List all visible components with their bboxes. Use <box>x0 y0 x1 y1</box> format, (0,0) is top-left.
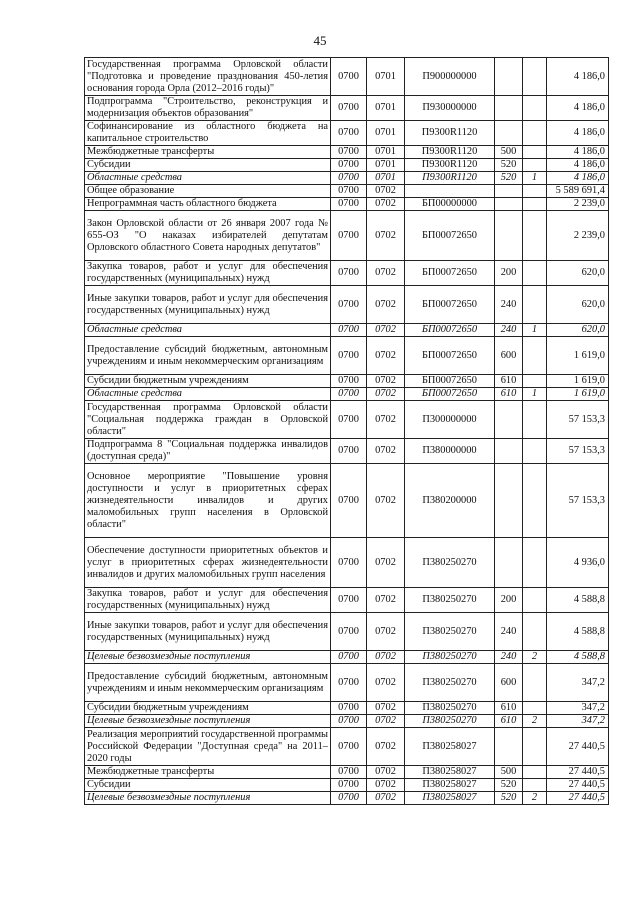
row-name-cell: Государственная программа Орловской области "Подготовка и проведение празднования 450-летия основания города Орла (2012–2016 годы)" <box>85 58 331 96</box>
row-target-article-cell: П300000000 <box>405 401 495 439</box>
row-section-cell: 0700 <box>331 715 367 728</box>
row-name-cell: Подпрограмма 8 "Социальная поддержка инвалидов (доступная среда)" <box>85 439 331 464</box>
row-expense-type-cell: 240 <box>495 651 523 664</box>
row-subsection-cell: 0702 <box>367 792 405 805</box>
table-row <box>85 538 609 588</box>
row-name-cell: Субсидии бюджетным учреждениям <box>85 702 331 715</box>
row-amount-cell: 5 589 691,4 <box>547 185 609 198</box>
row-source-cell <box>523 464 547 538</box>
row-subsection-cell: 0702 <box>367 261 405 286</box>
row-target-article-cell: П380250270 <box>405 588 495 613</box>
row-expense-type-cell <box>495 96 523 121</box>
row-target-article-cell: П380000000 <box>405 439 495 464</box>
row-section-cell: 0700 <box>331 388 367 401</box>
row-expense-type-cell <box>495 211 523 261</box>
row-name-cell: Целевые безвозмездные поступления <box>85 651 331 664</box>
row-section-cell: 0700 <box>331 159 367 172</box>
table-row <box>85 779 609 792</box>
row-name-cell: Областные средства <box>85 172 331 185</box>
row-expense-type-cell <box>495 121 523 146</box>
row-expense-type-cell: 610 <box>495 388 523 401</box>
table-row <box>85 159 609 172</box>
row-amount-cell: 620,0 <box>547 261 609 286</box>
row-amount-cell: 4 186,0 <box>547 96 609 121</box>
row-source-cell <box>523 766 547 779</box>
row-amount-cell: 4 186,0 <box>547 172 609 185</box>
row-name-cell: Предоставление субсидий бюджетным, автономным учреждениям и иным некоммерческим организациям <box>85 664 331 702</box>
row-target-article-cell: П380250270 <box>405 702 495 715</box>
row-section-cell: 0700 <box>331 401 367 439</box>
row-expense-type-cell: 500 <box>495 146 523 159</box>
row-section-cell: 0700 <box>331 538 367 588</box>
row-source-cell <box>523 121 547 146</box>
row-name-cell: Межбюджетные трансферты <box>85 766 331 779</box>
table-row <box>85 464 609 538</box>
row-source-cell <box>523 401 547 439</box>
row-subsection-cell: 0702 <box>367 613 405 651</box>
row-section-cell: 0700 <box>331 337 367 375</box>
row-subsection-cell: 0702 <box>367 728 405 766</box>
row-target-article-cell: П380250270 <box>405 651 495 664</box>
row-amount-cell: 1 619,0 <box>547 337 609 375</box>
row-source-cell <box>523 538 547 588</box>
row-section-cell: 0700 <box>331 286 367 324</box>
table-row <box>85 172 609 185</box>
row-section-cell: 0700 <box>331 792 367 805</box>
row-amount-cell: 27 440,5 <box>547 728 609 766</box>
row-amount-cell: 4 186,0 <box>547 159 609 172</box>
row-section-cell: 0700 <box>331 261 367 286</box>
budget-table <box>84 57 609 805</box>
row-target-article-cell: БП00072650 <box>405 261 495 286</box>
table-row <box>85 96 609 121</box>
row-section-cell: 0700 <box>331 211 367 261</box>
table-body <box>85 58 609 805</box>
table-row <box>85 286 609 324</box>
row-target-article-cell: П380258027 <box>405 728 495 766</box>
row-name-cell: Целевые безвозмездные поступления <box>85 715 331 728</box>
table-row <box>85 324 609 337</box>
row-expense-type-cell: 200 <box>495 261 523 286</box>
table-row <box>85 121 609 146</box>
row-section-cell: 0700 <box>331 58 367 96</box>
row-subsection-cell: 0702 <box>367 324 405 337</box>
row-source-cell <box>523 146 547 159</box>
row-source-cell: 2 <box>523 715 547 728</box>
table-row <box>85 651 609 664</box>
row-amount-cell: 4 588,8 <box>547 651 609 664</box>
row-subsection-cell: 0702 <box>367 337 405 375</box>
table-row <box>85 388 609 401</box>
row-subsection-cell: 0702 <box>367 211 405 261</box>
row-amount-cell: 1 619,0 <box>547 388 609 401</box>
table-row <box>85 337 609 375</box>
row-expense-type-cell: 610 <box>495 715 523 728</box>
row-target-article-cell: БП00072650 <box>405 388 495 401</box>
row-section-cell: 0700 <box>331 779 367 792</box>
row-expense-type-cell <box>495 58 523 96</box>
row-name-cell: Подпрограмма "Строительство, реконструкция и модернизация объектов образования" <box>85 96 331 121</box>
row-subsection-cell: 0702 <box>367 185 405 198</box>
row-subsection-cell: 0702 <box>367 702 405 715</box>
row-expense-type-cell: 500 <box>495 766 523 779</box>
row-target-article-cell: П900000000 <box>405 58 495 96</box>
row-expense-type-cell: 200 <box>495 588 523 613</box>
row-section-cell: 0700 <box>331 121 367 146</box>
row-amount-cell: 4 186,0 <box>547 58 609 96</box>
row-source-cell <box>523 96 547 121</box>
row-amount-cell: 1 619,0 <box>547 375 609 388</box>
table-row <box>85 792 609 805</box>
row-amount-cell: 4 186,0 <box>547 121 609 146</box>
row-section-cell: 0700 <box>331 375 367 388</box>
row-target-article-cell: БП00072650 <box>405 286 495 324</box>
row-source-cell <box>523 664 547 702</box>
row-subsection-cell: 0702 <box>367 664 405 702</box>
row-subsection-cell: 0701 <box>367 159 405 172</box>
row-expense-type-cell <box>495 198 523 211</box>
row-name-cell: Обеспечение доступности приоритетных объектов и услуг в приоритетных сферах жизнедеятельности инвалидов и других маломобильных групп населения <box>85 538 331 588</box>
table-row <box>85 439 609 464</box>
row-name-cell: Общее образование <box>85 185 331 198</box>
row-section-cell: 0700 <box>331 172 367 185</box>
row-amount-cell: 347,2 <box>547 664 609 702</box>
row-name-cell: Иные закупки товаров, работ и услуг для обеспечения государственных (муниципальных) нужд <box>85 613 331 651</box>
row-name-cell: Закупка товаров, работ и услуг для обеспечения государственных (муниципальных) нужд <box>85 261 331 286</box>
table-row <box>85 58 609 96</box>
row-target-article-cell: П380250270 <box>405 715 495 728</box>
row-name-cell: Предоставление субсидий бюджетным, автономным учреждениям и иным некоммерческим организациям <box>85 337 331 375</box>
row-name-cell: Софинансирование из областного бюджета на капитальное строительство <box>85 121 331 146</box>
row-subsection-cell: 0702 <box>367 538 405 588</box>
row-name-cell: Областные средства <box>85 324 331 337</box>
table-row <box>85 146 609 159</box>
row-expense-type-cell: 600 <box>495 664 523 702</box>
row-target-article-cell: П380200000 <box>405 464 495 538</box>
row-section-cell: 0700 <box>331 702 367 715</box>
row-source-cell <box>523 375 547 388</box>
table-row <box>85 664 609 702</box>
table-row <box>85 766 609 779</box>
row-target-article-cell: П9300R1120 <box>405 159 495 172</box>
row-subsection-cell: 0702 <box>367 588 405 613</box>
row-subsection-cell: 0701 <box>367 146 405 159</box>
row-source-cell <box>523 185 547 198</box>
table-row <box>85 715 609 728</box>
row-target-article-cell: П380250270 <box>405 613 495 651</box>
row-name-cell: Иные закупки товаров, работ и услуг для обеспечения государственных (муниципальных) нужд <box>85 286 331 324</box>
row-section-cell: 0700 <box>331 439 367 464</box>
row-subsection-cell: 0702 <box>367 651 405 664</box>
row-amount-cell: 620,0 <box>547 324 609 337</box>
row-target-article-cell: П930000000 <box>405 96 495 121</box>
row-section-cell: 0700 <box>331 651 367 664</box>
row-subsection-cell: 0702 <box>367 388 405 401</box>
row-target-article-cell: П380258027 <box>405 779 495 792</box>
row-target-article-cell: БП00072650 <box>405 211 495 261</box>
row-expense-type-cell: 520 <box>495 792 523 805</box>
page-number: 45 <box>313 33 327 48</box>
row-amount-cell: 4 588,8 <box>547 613 609 651</box>
row-expense-type-cell <box>495 538 523 588</box>
row-expense-type-cell <box>495 728 523 766</box>
row-name-cell: Основное мероприятие "Повышение уровня доступности и услуг в приоритетных сферах жизнедеятельности инвалидов и других маломобильных групп населения в Орловской области" <box>85 464 331 538</box>
row-expense-type-cell <box>495 401 523 439</box>
row-source-cell <box>523 728 547 766</box>
row-target-article-cell: П9300R1120 <box>405 146 495 159</box>
row-expense-type-cell: 610 <box>495 702 523 715</box>
row-expense-type-cell <box>495 464 523 538</box>
row-amount-cell: 620,0 <box>547 286 609 324</box>
row-target-article-cell: БП00072650 <box>405 324 495 337</box>
row-target-article-cell: П9300R1120 <box>405 172 495 185</box>
row-amount-cell: 57 153,3 <box>547 464 609 538</box>
row-source-cell <box>523 198 547 211</box>
row-name-cell: Закон Орловской области от 26 января 2007 года № 655-ОЗ "О наказах избирателей депутатам Орловского областного Совета народных депутатов" <box>85 211 331 261</box>
row-section-cell: 0700 <box>331 613 367 651</box>
row-source-cell <box>523 337 547 375</box>
row-source-cell <box>523 286 547 324</box>
row-amount-cell: 347,2 <box>547 702 609 715</box>
row-target-article-cell: П380258027 <box>405 792 495 805</box>
row-section-cell: 0700 <box>331 766 367 779</box>
row-expense-type-cell: 240 <box>495 324 523 337</box>
row-source-cell <box>523 613 547 651</box>
row-source-cell: 2 <box>523 792 547 805</box>
row-source-cell <box>523 588 547 613</box>
row-target-article-cell: П9300R1120 <box>405 121 495 146</box>
row-name-cell: Субсидии <box>85 779 331 792</box>
row-amount-cell: 27 440,5 <box>547 766 609 779</box>
row-source-cell: 2 <box>523 651 547 664</box>
row-source-cell <box>523 779 547 792</box>
row-subsection-cell: 0702 <box>367 375 405 388</box>
row-subsection-cell: 0702 <box>367 464 405 538</box>
row-source-cell <box>523 261 547 286</box>
table-row <box>85 198 609 211</box>
row-amount-cell: 57 153,3 <box>547 401 609 439</box>
row-amount-cell: 4 186,0 <box>547 146 609 159</box>
row-amount-cell: 27 440,5 <box>547 792 609 805</box>
row-name-cell: Непрограммная часть областного бюджета <box>85 198 331 211</box>
row-target-article-cell: БП00072650 <box>405 337 495 375</box>
row-subsection-cell: 0702 <box>367 401 405 439</box>
row-section-cell: 0700 <box>331 728 367 766</box>
row-expense-type-cell: 520 <box>495 779 523 792</box>
row-subsection-cell: 0701 <box>367 96 405 121</box>
row-name-cell: Субсидии бюджетным учреждениям <box>85 375 331 388</box>
row-name-cell: Реализация мероприятий государственной программы Российской Федерации "Доступная среда" на 2011–2020 годы <box>85 728 331 766</box>
row-source-cell <box>523 439 547 464</box>
table-row <box>85 261 609 286</box>
row-source-cell <box>523 702 547 715</box>
table-row <box>85 588 609 613</box>
row-source-cell: 1 <box>523 388 547 401</box>
row-subsection-cell: 0702 <box>367 766 405 779</box>
row-expense-type-cell: 600 <box>495 337 523 375</box>
row-source-cell <box>523 159 547 172</box>
row-amount-cell: 2 239,0 <box>547 198 609 211</box>
row-source-cell: 1 <box>523 324 547 337</box>
row-expense-type-cell: 240 <box>495 613 523 651</box>
row-amount-cell: 4 936,0 <box>547 538 609 588</box>
table-row <box>85 185 609 198</box>
row-amount-cell: 2 239,0 <box>547 211 609 261</box>
row-target-article-cell <box>405 185 495 198</box>
row-subsection-cell: 0702 <box>367 779 405 792</box>
row-name-cell: Закупка товаров, работ и услуг для обеспечения государственных (муниципальных) нужд <box>85 588 331 613</box>
row-section-cell: 0700 <box>331 464 367 538</box>
row-section-cell: 0700 <box>331 198 367 211</box>
row-section-cell: 0700 <box>331 588 367 613</box>
row-subsection-cell: 0701 <box>367 121 405 146</box>
row-target-article-cell: П380258027 <box>405 766 495 779</box>
row-expense-type-cell: 520 <box>495 172 523 185</box>
table-row <box>85 401 609 439</box>
row-section-cell: 0700 <box>331 96 367 121</box>
row-amount-cell: 57 153,3 <box>547 439 609 464</box>
row-source-cell <box>523 58 547 96</box>
row-target-article-cell: П380250270 <box>405 538 495 588</box>
row-name-cell: Целевые безвозмездные поступления <box>85 792 331 805</box>
row-expense-type-cell <box>495 439 523 464</box>
row-name-cell: Субсидии <box>85 159 331 172</box>
row-name-cell: Межбюджетные трансферты <box>85 146 331 159</box>
table-row <box>85 702 609 715</box>
row-source-cell <box>523 211 547 261</box>
row-expense-type-cell <box>495 185 523 198</box>
row-section-cell: 0700 <box>331 146 367 159</box>
row-amount-cell: 347,2 <box>547 715 609 728</box>
row-expense-type-cell: 240 <box>495 286 523 324</box>
row-subsection-cell: 0701 <box>367 58 405 96</box>
table-row <box>85 375 609 388</box>
row-subsection-cell: 0702 <box>367 286 405 324</box>
row-section-cell: 0700 <box>331 324 367 337</box>
row-section-cell: 0700 <box>331 664 367 702</box>
row-name-cell: Государственная программа Орловской области "Социальная поддержка граждан в Орловской области" <box>85 401 331 439</box>
row-expense-type-cell: 520 <box>495 159 523 172</box>
row-section-cell: 0700 <box>331 185 367 198</box>
table-row <box>85 613 609 651</box>
row-target-article-cell: БП00000000 <box>405 198 495 211</box>
table-row <box>85 211 609 261</box>
table-row <box>85 728 609 766</box>
row-name-cell: Областные средства <box>85 388 331 401</box>
row-target-article-cell: БП00072650 <box>405 375 495 388</box>
row-subsection-cell: 0702 <box>367 715 405 728</box>
row-subsection-cell: 0702 <box>367 439 405 464</box>
row-amount-cell: 27 440,5 <box>547 779 609 792</box>
row-source-cell: 1 <box>523 172 547 185</box>
row-target-article-cell: П380250270 <box>405 664 495 702</box>
row-subsection-cell: 0701 <box>367 172 405 185</box>
row-subsection-cell: 0702 <box>367 198 405 211</box>
row-expense-type-cell: 610 <box>495 375 523 388</box>
row-amount-cell: 4 588,8 <box>547 588 609 613</box>
